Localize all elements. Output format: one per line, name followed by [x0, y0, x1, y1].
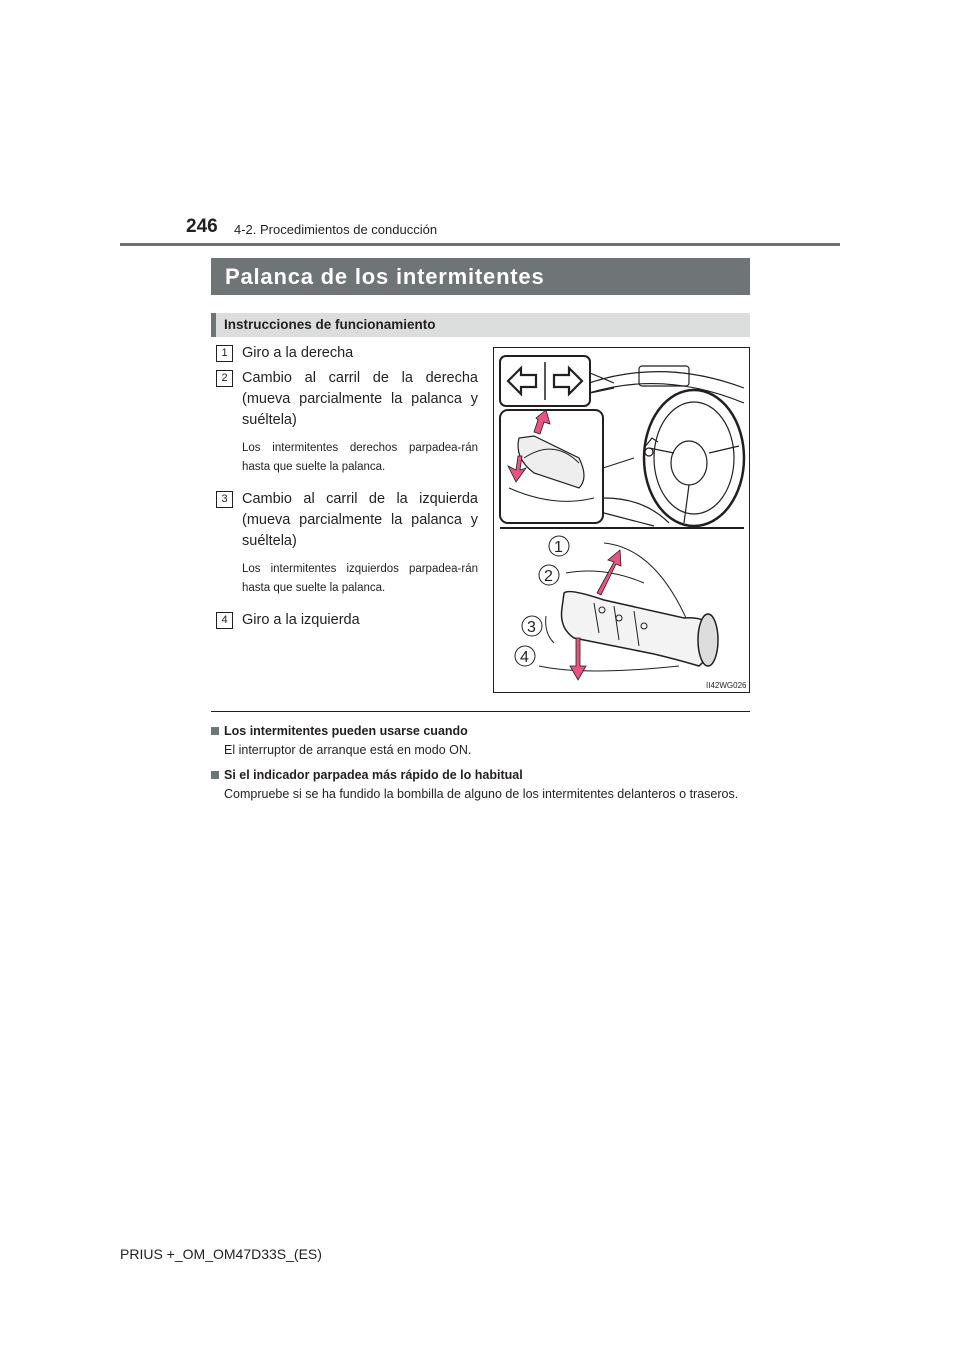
instruction-list: [216, 343, 478, 635]
chapter-title: 4-2. Procedimientos de conducción: [234, 222, 438, 237]
callout-2: 2: [544, 568, 553, 585]
item-number: 4: [216, 612, 233, 629]
list-item: [216, 489, 478, 552]
figure-illustration: [494, 348, 749, 692]
item-text: Giro a la izquierda: [242, 612, 360, 628]
note-heading: [211, 722, 750, 741]
page-number: 246: [186, 216, 218, 237]
item-note: Los intermitentes izquierdos parpadea-rán hasta que suelte la palanca.: [242, 563, 478, 594]
item-text: Cambio al carril de la izquierda (mueva parcialmente la palanca y suéltela): [242, 491, 478, 549]
turn-signal-figure: [493, 347, 750, 693]
list-item: [216, 610, 478, 631]
section-title: Palanca de los intermitentes: [225, 264, 545, 289]
list-item: [216, 368, 478, 431]
item-text: Cambio al carril de la derecha (mueva parcialmente la palanca y suéltela): [242, 370, 478, 428]
item-text: Giro a la derecha: [242, 345, 354, 361]
note-body: El interruptor de arranque está en modo ON.: [224, 743, 472, 757]
section-divider: [211, 711, 750, 712]
item-number: 3: [216, 491, 233, 508]
callout-3: 3: [527, 619, 536, 636]
notes-section: [211, 722, 750, 810]
square-bullet-icon: [211, 727, 219, 735]
lever-detail: [539, 543, 718, 680]
lever-inset: [500, 410, 634, 523]
footer-doc-code: PRIUS +_OM_OM47D33S_(ES): [120, 1246, 322, 1262]
note-body: Compruebe si se ha fundido la bombilla de alguno de los intermitentes delanteros o traseros.: [224, 787, 739, 801]
dashboard-scene: [589, 366, 744, 526]
figure-callouts: [515, 536, 569, 666]
item-note: Los intermitentes derechos parpadea-rán hasta que suelte la palanca.: [242, 442, 478, 473]
square-bullet-icon: [211, 771, 219, 779]
callout-4: 4: [520, 649, 529, 666]
list-item: [216, 343, 478, 364]
subsection-title-bar: [211, 313, 750, 337]
subsection-title: Instrucciones de funcionamiento: [224, 317, 436, 332]
item-number: 1: [216, 345, 233, 362]
note-heading-text: Si el indicador parpadea más rápido de lo habitual: [224, 768, 523, 782]
section-title-bar: [211, 258, 750, 295]
item-number: 2: [216, 370, 233, 387]
callout-1: 1: [554, 539, 563, 556]
note-heading: [211, 766, 750, 785]
header-rule: [120, 243, 840, 246]
figure-code: II42WG026: [706, 681, 747, 690]
note-heading-text: Los intermitentes pueden usarse cuando: [224, 724, 468, 738]
